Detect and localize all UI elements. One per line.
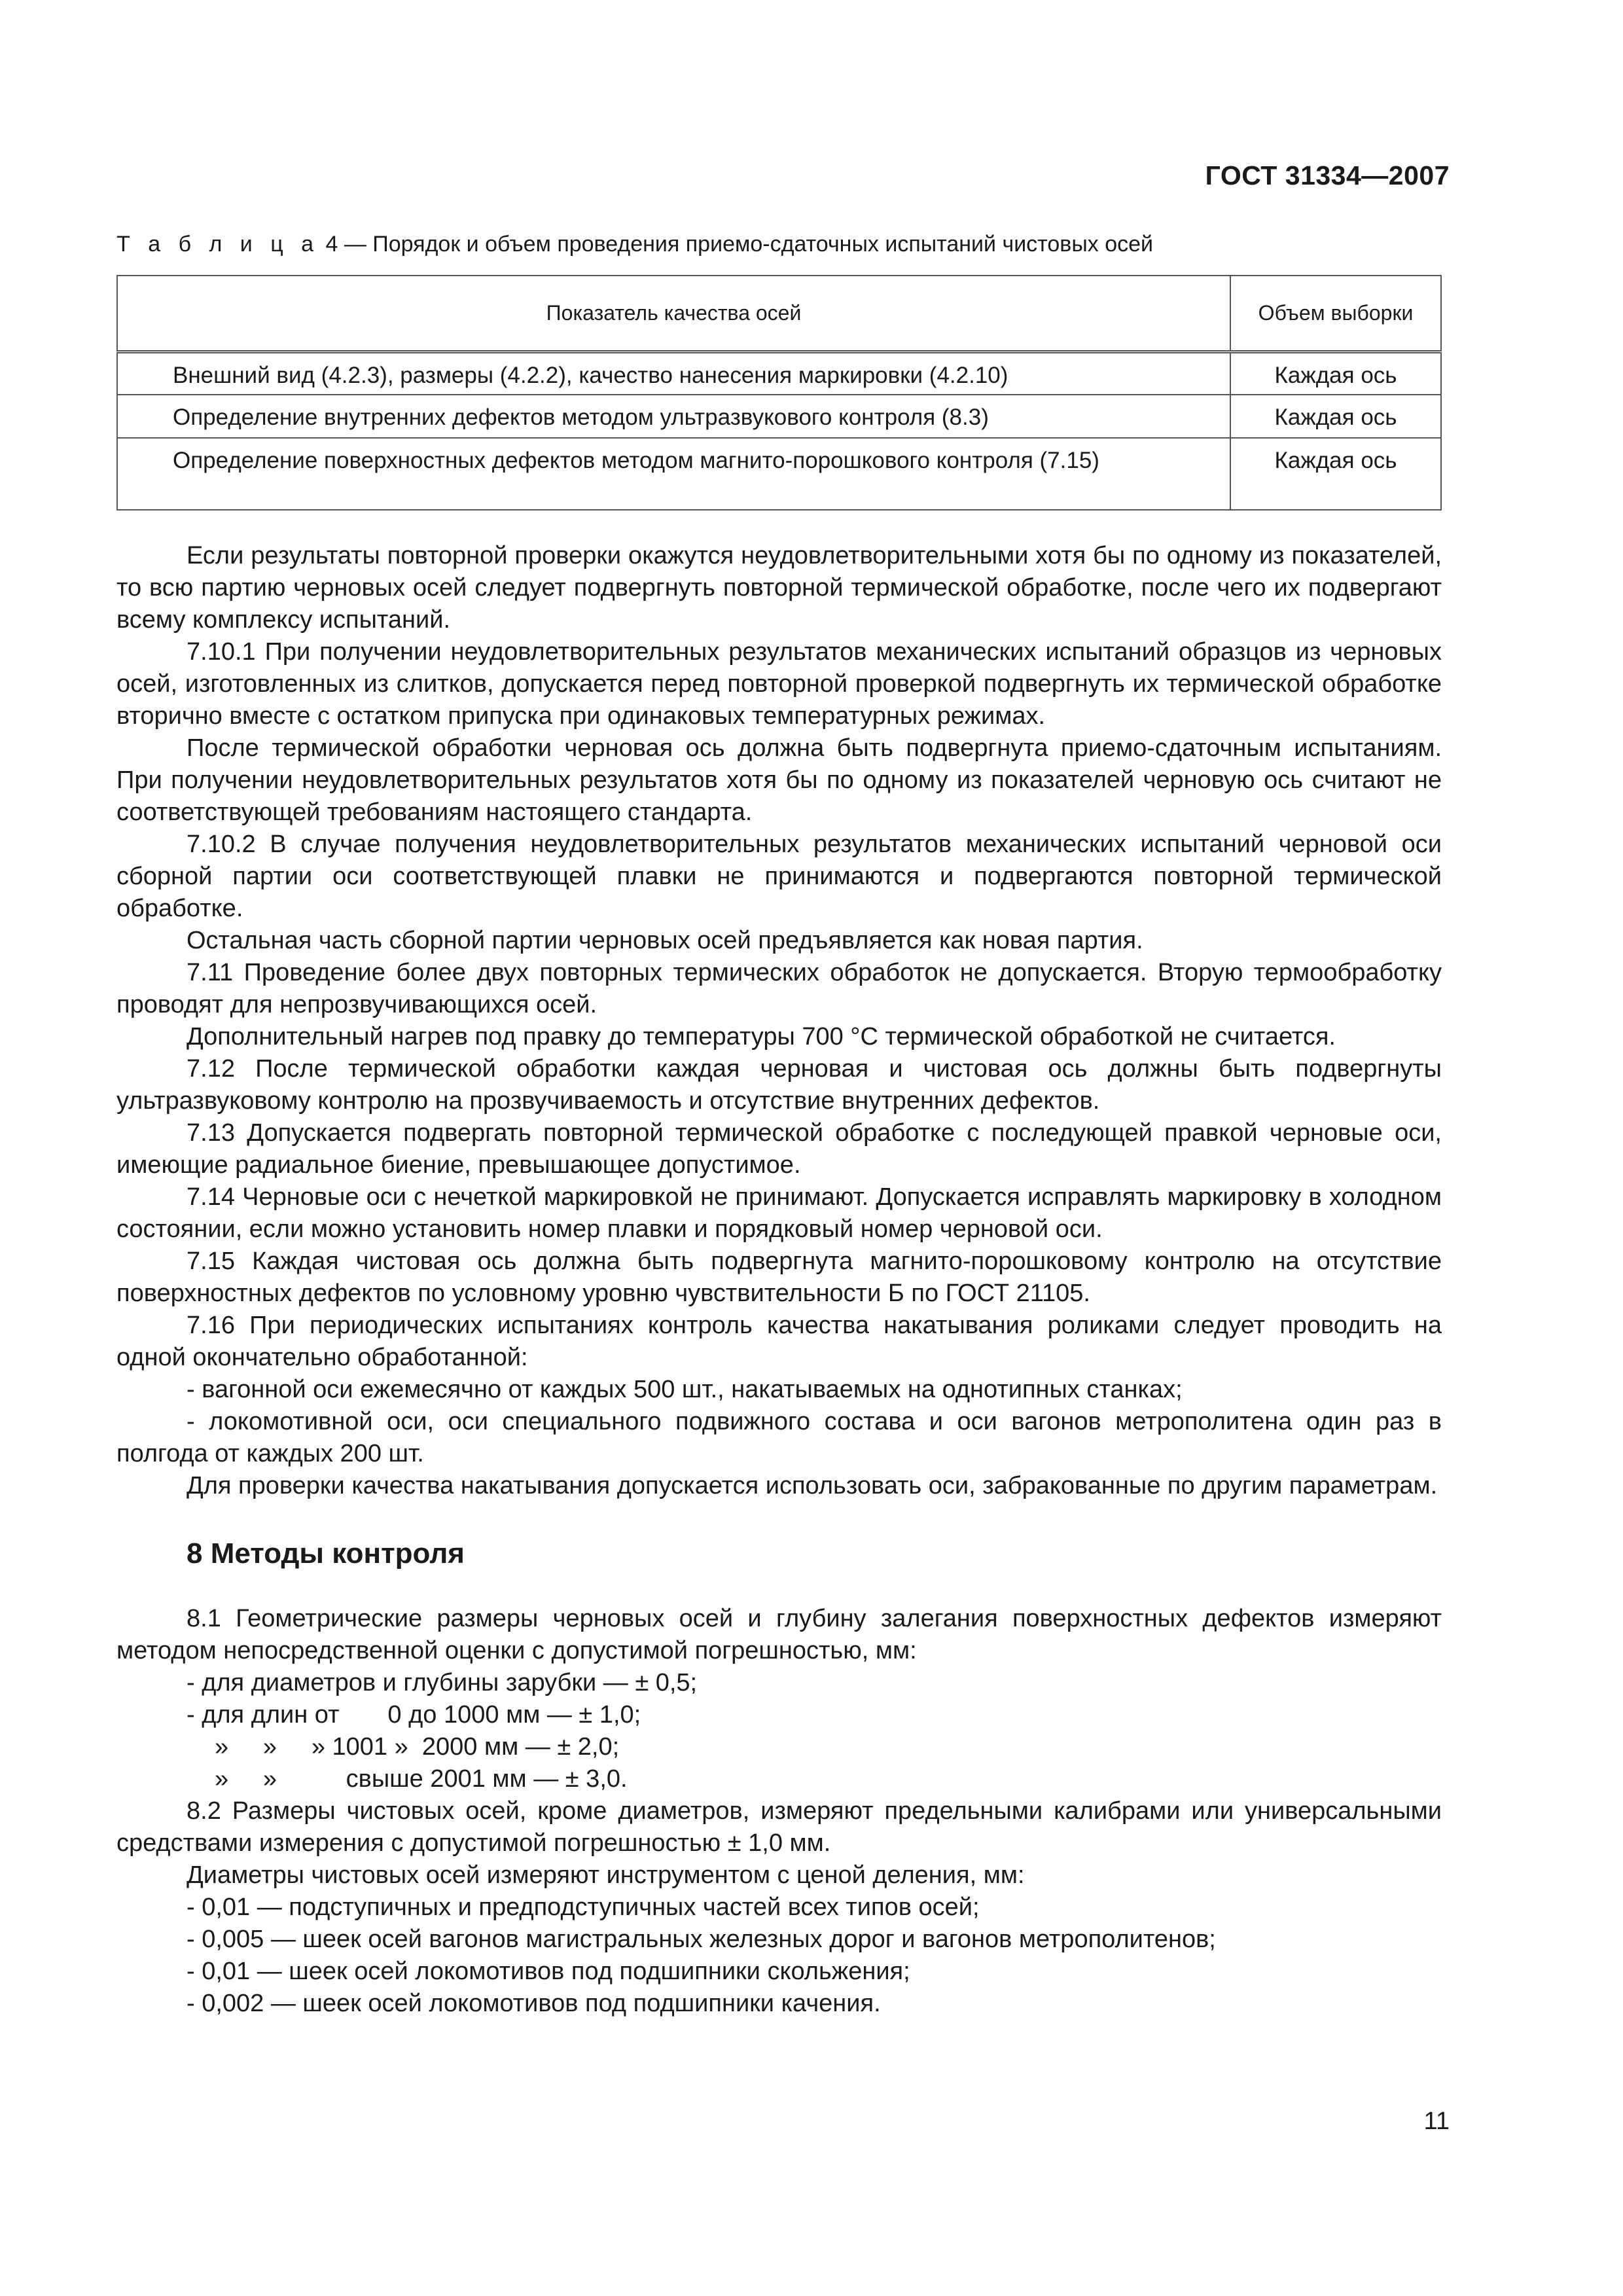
list-item: - 0,01 — шеек осей локомотивов под подшипники скольжения; [187, 1958, 910, 1985]
list-item: - 0,005 — шеек осей вагонов магистральных железных дорог и вагонов метрополитенов; [187, 1926, 1216, 1953]
paragraph-7-10-2: 7.10.2 В случае получения неудовлетворительных результатов механических испытаний черновой оси сборной партии оси соответствующей плавки не принимаются и подвергаются повторной термической обработке. [116, 831, 1442, 922]
paragraph-7-11: 7.11 Проведение более двух повторных термических обработок не допускается. Вторую термообработку проводят для непрозвучивающихся осей. [116, 959, 1442, 1018]
list-item: - для длин от 0 до 1000 мм — ± 1,0; [187, 1701, 641, 1729]
table-header-volume: Объем выборки [1230, 276, 1441, 351]
paragraph-7-10-1: 7.10.1 При получении неудовлетворительных результатов механических испытаний образцов из черновых осей, изготовленных из слитков, допускается перед повторной проверкой подвергнуть их термической обработке вторично вместе с остатком припуска при одинаковых температурных режимах. [116, 638, 1442, 730]
paragraph-8-1: 8.1 Геометрические размеры черновых осей и глубину залегания поверхностных дефектов измеряют методом непосредственной оценки с допустимой погрешностью, мм: [116, 1605, 1442, 1664]
paragraph-7-15: 7.15 Каждая чистовая ось должна быть подвергнута магнито-порошковому контролю на отсутствие поверхностных дефектов по условному уровню чувствительности Б по ГОСТ 21105. [116, 1247, 1442, 1307]
list-item: - 0,002 — шеек осей локомотивов под подшипники качения. [187, 1990, 881, 2017]
table-caption-text: 4 — Порядок и объем проведения приемо-сдаточных испытаний чистовых осей [325, 232, 1154, 257]
paragraph-7-16: 7.16 При периодических испытаниях контроль качества накатывания роликами следует проводить на одной окончательно обработанной: [116, 1312, 1442, 1371]
paragraph-7-13: 7.13 Допускается подвергать повторной термической обработке с последующей правкой черновые оси, имеющие радиальное биение, превышающее допустимое. [116, 1119, 1442, 1179]
table-cell-volume: Каждая ось [1230, 351, 1441, 395]
paragraph: После термической обработки черновая ось должна быть подвергнута приемо-сдаточным испытаниям. При получении неудовлетворительных результатов хотя бы по одному из показателей черновую ось считают не соответствующей требованиям настоящего стандарта. [116, 734, 1442, 826]
paragraph: Если результаты повторной проверки окажутся неудовлетворительными хотя бы по одному из показателей, то всю партию черновых осей следует подвергнуть повторной термической обработке, после чего их подвергают всему комплексу испытаний. [116, 542, 1442, 634]
table-row [117, 351, 1441, 395]
list-item: » » свыше 2001 мм — ± 3,0. [215, 1765, 628, 1793]
list-item: - 0,01 — подступичных и предподступичных частей всех типов осей; [187, 1893, 980, 1921]
table-cell-volume: Каждая ось [1230, 395, 1441, 438]
table-row [117, 395, 1441, 438]
paragraph: Дополнительный нагрев под правку до температуры 700 °С термической обработкой не считается. [187, 1023, 1336, 1050]
table-cell-indicator: Внешний вид (4.2.3), размеры (4.2.2), качество нанесения маркировки (4.2.10) [117, 351, 1230, 395]
table-header-row [117, 276, 1441, 351]
acceptance-tests-table [116, 275, 1442, 511]
list-item: - локомотивной оси, оси специального подвижного состава и оси вагонов метрополитена один раз в полгода от каждых 200 шт. [116, 1408, 1442, 1467]
paragraph-7-12: 7.12 После термической обработки каждая черновая и чистовая ось должны быть подвергнуты ультразвуковому контролю на прозвучиваемость и отсутствие внутренних дефектов. [116, 1055, 1442, 1115]
list-item: - для диаметров и глубины зарубки — ± 0,5; [187, 1669, 698, 1696]
page-number: 11 [1423, 2108, 1450, 2135]
table-cell-indicator: Определение поверхностных дефектов методом магнито-порошкового контроля (7.15) [117, 438, 1230, 510]
list-item: » » » 1001 » 2000 мм — ± 2,0; [215, 1733, 620, 1761]
paragraph: Для проверки качества накатывания допускается использовать оси, забракованные по другим параметрам. [187, 1472, 1438, 1499]
standard-code: ГОСТ 31334—2007 [1205, 160, 1450, 190]
section-title: 8 Методы контроля [187, 1537, 465, 1570]
paragraph-7-14: 7.14 Черновые оси с нечеткой маркировкой не принимают. Допускается исправлять маркировку в холодном состоянии, если можно установить номер плавки и порядковый номер черновой оси. [116, 1183, 1442, 1243]
table-row [117, 438, 1441, 510]
table-cell-volume: Каждая ось [1230, 438, 1441, 510]
table-header-indicator: Показатель качества осей [117, 276, 1230, 351]
table-cell-indicator: Определение внутренних дефектов методом ультразвукового контроля (8.3) [117, 395, 1230, 438]
paragraph-8-2: 8.2 Размеры чистовых осей, кроме диаметров, измеряют предельными калибрами или универсальными средствами измерения с допустимой погрешностью ± 1,0 мм. [116, 1797, 1442, 1857]
document-body [116, 540, 1442, 2020]
table-caption-label: Т а б л и ц а [116, 232, 320, 257]
paragraph: Остальная часть сборной партии черновых осей предъявляется как новая партия. [187, 927, 1143, 954]
list-item: - вагонной оси ежемесячно от каждых 500 шт., накатываемых на однотипных станках; [187, 1376, 1183, 1403]
paragraph: Диаметры чистовых осей измеряют инструментом с ценой деления, мм: [187, 1861, 1025, 1889]
table-caption [116, 232, 1153, 257]
